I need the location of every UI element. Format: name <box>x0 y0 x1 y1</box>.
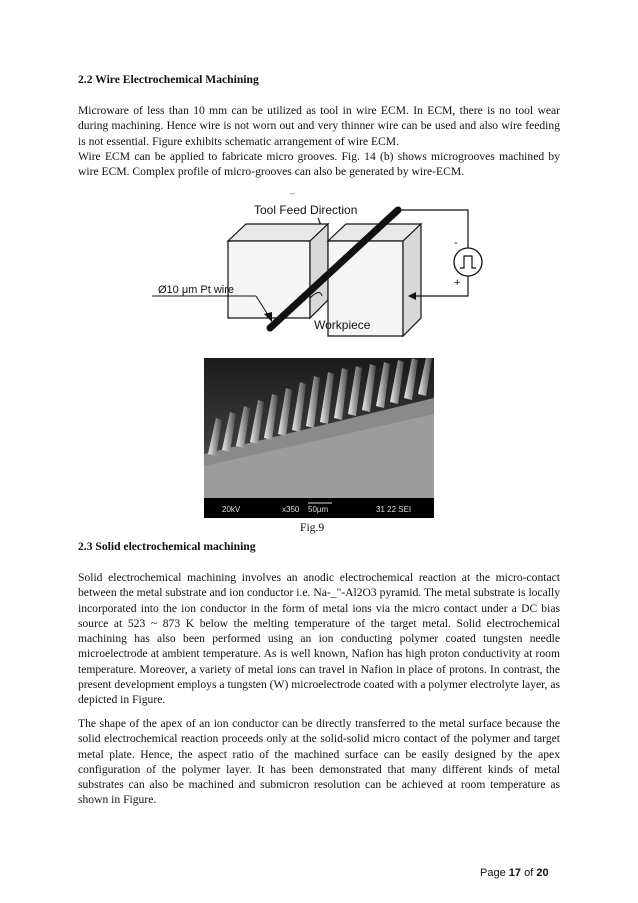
paragraph-solid-ecm-apex: The shape of the apex of an ion conductor can be directly transferred to the metal surface because the solid electrochemical reaction proceeds only at the solid-solid micro contact of the polymer and target metal plate. Hence, the aspect ratio of the machined surface can be easily designed by the apex configuration of the polymer layer. It has been demonstrated that many different kinds of metal substrates can also be machined and submicron resolution can be achieved at room temperature as shown in Figure. <box>78 717 560 807</box>
page-footer <box>480 867 549 879</box>
minus-terminal-label: - <box>454 237 458 249</box>
paragraph-wire-ecm-grooves: Wire ECM can be applied to fabricate micro grooves. Fig. 14 (b) shows microgrooves machined by wire ECM. Complex profile of micro-grooves can also be generated by wire-ECM. <box>78 150 560 179</box>
sem-voltage-readout: 20kV <box>222 505 241 514</box>
svg-text:--: -- <box>290 191 295 198</box>
sem-id-readout: 31 22 SEI <box>376 505 412 514</box>
total-pages: 20 <box>536 867 549 879</box>
paragraph-wire-ecm-intro: Microware of less than 10 mm can be utilized as tool in wire ECM. In ECM, there is no tool wear during machining. Hence wire is not worn out and very thinner wire can be used and also wire feeding is not essential. Figure exhibits schematic arrangement of wire ECM. <box>78 104 560 148</box>
workpiece-label: Workpiece <box>314 318 371 332</box>
paragraph-solid-ecm-intro: Solid electrochemical machining involves an anodic electrochemical reaction at the micro-contact between the metal substrate and ion conductor i.e. Na-_"-Al2O3 pyramid. The metal substrate is locally incorporated into the ion conductor in the form of metal ions via the micro contact under a DC bias source at 523 ~ 873 K below the melting temperature of the target metal. Solid electrochemical machining has also been performed using an ion conducting polymer coated tungsten needle microelectrode at ambient temperature. As is well known, Nafion has high proton conductivity at room temperature. Moreover, a variety of metal ions can travel in Nafion in place of protons. In contrast, the present development employs a tungsten (W) microelectrode coated with a polymer electrolyte layer, as depicted in Figure. <box>78 571 560 707</box>
section-heading-wire-ecm: 2.2 Wire Electrochemical Machining <box>78 73 259 86</box>
tool-feed-direction-label: Tool Feed Direction <box>254 203 358 217</box>
sem-magnification-readout: x350 <box>282 505 300 514</box>
plus-terminal-label: + <box>454 277 461 289</box>
of-word: of <box>524 867 534 879</box>
section-heading-solid-ecm: 2.3 Solid electrochemical machining <box>78 540 256 553</box>
figure-caption: Fig.9 <box>300 521 325 534</box>
page-word: Page <box>480 867 506 879</box>
pulse-power-source <box>454 248 482 276</box>
page-number: 17 <box>508 867 522 879</box>
wire-ecm-schematic <box>148 188 498 348</box>
pt-wire-label: Ø10 μm Pt wire <box>158 284 235 296</box>
sem-scale-readout: 50μm <box>308 505 329 514</box>
sem-micrograph <box>204 358 434 518</box>
